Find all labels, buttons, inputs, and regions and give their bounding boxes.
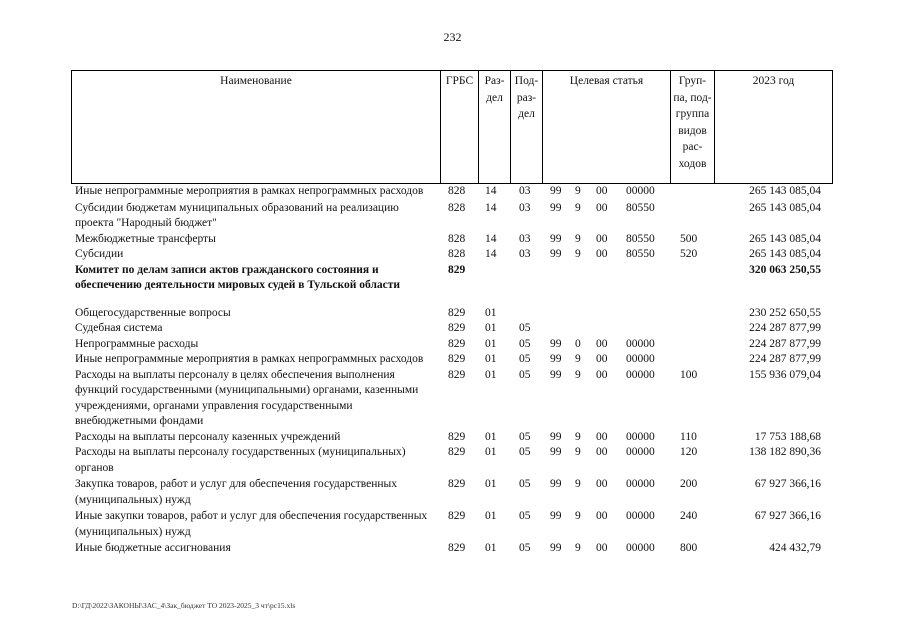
cell-grbs: 828 [448,232,466,245]
cell-razdel: 01 [485,510,497,522]
cell-expense-type: 500 [680,232,698,245]
cell-razdel: 01 [485,368,497,381]
cell-podrazdel: 05 [519,322,531,334]
cell-target-main-event: 00 [596,368,608,381]
cell-razdel: 01 [485,322,497,334]
cell-target-program: 99 [550,446,562,458]
cell-name: Межбюджетные трансферты [75,232,216,245]
cell-target-direction: 00000 [626,478,655,490]
cell-target-direction: 00000 [626,337,655,350]
table-row [73,477,833,508]
cell-target-main-event: 00 [596,446,608,458]
cell-name: Иные закупки товаров, работ и услуг для обеспечения государственных (муниципальных) нужд [75,510,428,538]
cell-amount: 320 063 250,55 [749,263,821,276]
cell-name: Иные непрограммные мероприятия в рамках непрограммных расходов [75,185,424,197]
cell-name: Расходы на выплаты персоналу государственных (муниципальных) органов [75,446,406,474]
cell-target-program: 99 [550,248,562,260]
cell-target-program: 99 [550,337,562,350]
cell-target-program: 99 [550,353,562,365]
cell-grbs: 829 [448,478,466,490]
cell-name: Субсидии [75,248,124,260]
header-podrazdel: Под- раз- дел [510,71,542,183]
cell-target-subprogram: 0 [575,337,581,350]
cell-razdel: 01 [485,337,497,350]
cell-podrazdel: 05 [519,510,531,522]
cell-razdel: 14 [485,201,497,214]
cell-target-program: 99 [550,430,562,443]
cell-target-main-event: 00 [596,201,608,214]
cell-target-subprogram: 9 [575,446,581,458]
cell-amount: 265 143 085,04 [749,232,821,245]
cell-target-direction: 00000 [626,353,655,365]
cell-podrazdel: 05 [519,337,531,350]
cell-podrazdel: 05 [519,542,531,554]
cell-amount: 224 287 877,99 [749,353,821,365]
table-body [73,184,833,557]
table-header [71,70,833,184]
cell-target-main-event: 00 [596,248,608,260]
cell-amount: 224 287 877,99 [749,322,821,334]
cell-name: Непрограммные расходы [75,337,199,350]
cell-target-program: 99 [550,232,562,245]
cell-grbs: 829 [448,353,466,365]
cell-target-direction: 00000 [626,185,655,197]
table-row [73,232,833,248]
cell-target-subprogram: 9 [575,368,581,381]
cell-podrazdel: 05 [519,478,531,490]
cell-target-subprogram: 9 [575,353,581,365]
cell-amount: 265 143 085,04 [749,201,821,214]
cell-target-main-event: 00 [596,185,608,197]
cell-razdel: 01 [485,542,497,554]
cell-expense-type: 240 [680,510,698,522]
cell-name: Судебная система [75,322,163,334]
cell-razdel: 14 [485,232,497,245]
cell-name: Расходы на выплаты персоналу в целях обеспечения выполнения функций государственными (муниципальными) органами, казенными учреждениями, органами управления государственными внебюджетными фондами [75,368,419,427]
cell-target-subprogram: 9 [575,232,581,245]
cell-expense-type: 100 [680,368,698,381]
cell-target-subprogram: 9 [575,510,581,522]
header-razdel: Раз- дел [478,71,510,183]
cell-expense-type: 200 [680,478,698,490]
cell-target-program: 99 [550,201,562,214]
cell-target-subprogram: 9 [575,430,581,443]
table-row [73,184,833,200]
cell-target-program: 99 [550,478,562,490]
cell-razdel: 01 [485,430,497,443]
cell-target-direction: 00000 [626,446,655,458]
table-row [73,337,833,353]
cell-target-subprogram: 9 [575,201,581,214]
cell-podrazdel: 03 [519,248,531,260]
cell-grbs: 829 [448,306,466,319]
cell-razdel: 01 [485,306,497,319]
table-row [73,263,833,294]
cell-grbs: 828 [448,185,466,197]
cell-amount: 265 143 085,04 [749,185,821,197]
cell-grbs: 829 [448,368,466,381]
cell-target-main-event: 00 [596,478,608,490]
cell-podrazdel: 03 [519,185,531,197]
cell-target-subprogram: 9 [575,185,581,197]
cell-target-direction: 00000 [626,510,655,522]
cell-target-main-event: 00 [596,510,608,522]
cell-amount: 67 927 366,16 [754,510,821,522]
table-row [73,352,833,368]
cell-target-subprogram: 9 [575,248,581,260]
table-row [73,541,833,557]
cell-name: Общегосударственные вопросы [75,306,231,319]
cell-grbs: 829 [448,430,466,443]
cell-target-main-event: 00 [596,542,608,554]
header-grbs: ГРБС [440,71,478,183]
cell-podrazdel: 05 [519,446,531,458]
cell-amount: 265 143 085,04 [749,248,821,260]
cell-target-main-event: 00 [596,232,608,245]
cell-target-program: 99 [550,368,562,381]
cell-podrazdel: 05 [519,353,531,365]
table-row [73,430,833,446]
cell-target-program: 99 [550,542,562,554]
table-row [73,509,833,540]
cell-target-program: 99 [550,185,562,197]
cell-grbs: 829 [448,446,466,458]
cell-target-direction: 80550 [626,201,655,214]
cell-expense-type: 520 [680,248,698,260]
cell-name: Субсидии бюджетам муниципальных образований на реализацию проекта "Народный бюджет" [75,201,399,229]
cell-amount: 17 753 188,68 [754,430,821,443]
header-name: Наименование [220,75,292,87]
cell-podrazdel: 03 [519,232,531,245]
cell-target-direction: 00000 [626,542,655,554]
cell-expense-type: 800 [680,542,698,554]
cell-expense-type: 110 [680,430,697,443]
cell-expense-type: 120 [680,446,698,458]
cell-grbs: 828 [448,201,466,214]
cell-amount: 424 432,79 [769,542,821,554]
cell-name: Комитет по делам записи актов гражданского состояния и обеспечению деятельности мировых судей в Тульской области [75,263,401,291]
cell-name: Иные непрограммные мероприятия в рамках непрограммных расходов [75,353,424,365]
header-expense-group: Груп- па, под- группа видов рас- ходов [670,71,714,183]
cell-grbs: 829 [448,322,466,334]
cell-name: Расходы на выплаты персоналу казенных учреждений [75,430,341,443]
cell-target-main-event: 00 [596,353,608,365]
cell-razdel: 01 [485,353,497,365]
cell-name: Иные бюджетные ассигнования [75,542,231,554]
header-year-2023: 2023 год [714,71,832,183]
table-row [73,445,833,476]
cell-razdel: 01 [485,446,497,458]
cell-grbs: 828 [448,248,466,260]
cell-target-main-event: 00 [596,430,608,443]
table-row [73,368,833,430]
cell-target-direction: 80550 [626,248,655,260]
cell-target-direction: 00000 [626,430,655,443]
cell-target-subprogram: 9 [575,478,581,490]
cell-grbs: 829 [448,542,466,554]
cell-grbs: 829 [448,510,466,522]
table-row [73,201,833,232]
cell-name: Закупка товаров, работ и услуг для обеспечения государственных (муниципальных) нужд [75,478,398,506]
cell-grbs: 829 [448,337,466,350]
cell-razdel: 14 [485,248,497,260]
cell-grbs: 829 [448,263,466,276]
cell-amount: 224 287 877,99 [749,337,821,350]
cell-razdel: 14 [485,185,497,197]
table-row [73,306,833,322]
cell-amount: 138 182 890,36 [749,446,821,458]
cell-target-main-event: 00 [596,337,608,350]
page-number: 232 [443,30,462,44]
cell-podrazdel: 03 [519,201,531,214]
cell-podrazdel: 05 [519,368,531,381]
header-target-article: Целевая статья [542,71,670,183]
table-row [73,321,833,337]
table-row [73,247,833,263]
cell-amount: 67 927 366,16 [754,478,821,490]
cell-target-direction: 00000 [626,368,655,381]
cell-amount: 155 936 079,04 [749,368,821,381]
cell-razdel: 01 [485,478,497,490]
file-path-footer: D:\ГД\2022\ЗАКОНЫ\ЗАС_4\Зак_бюджет ТО 2023-2025_3 чт\рс15.xls [72,601,296,610]
cell-target-program: 99 [550,510,562,522]
cell-target-direction: 80550 [626,232,655,245]
cell-podrazdel: 05 [519,430,531,443]
cell-amount: 230 252 650,55 [749,306,821,319]
cell-target-subprogram: 9 [575,542,581,554]
